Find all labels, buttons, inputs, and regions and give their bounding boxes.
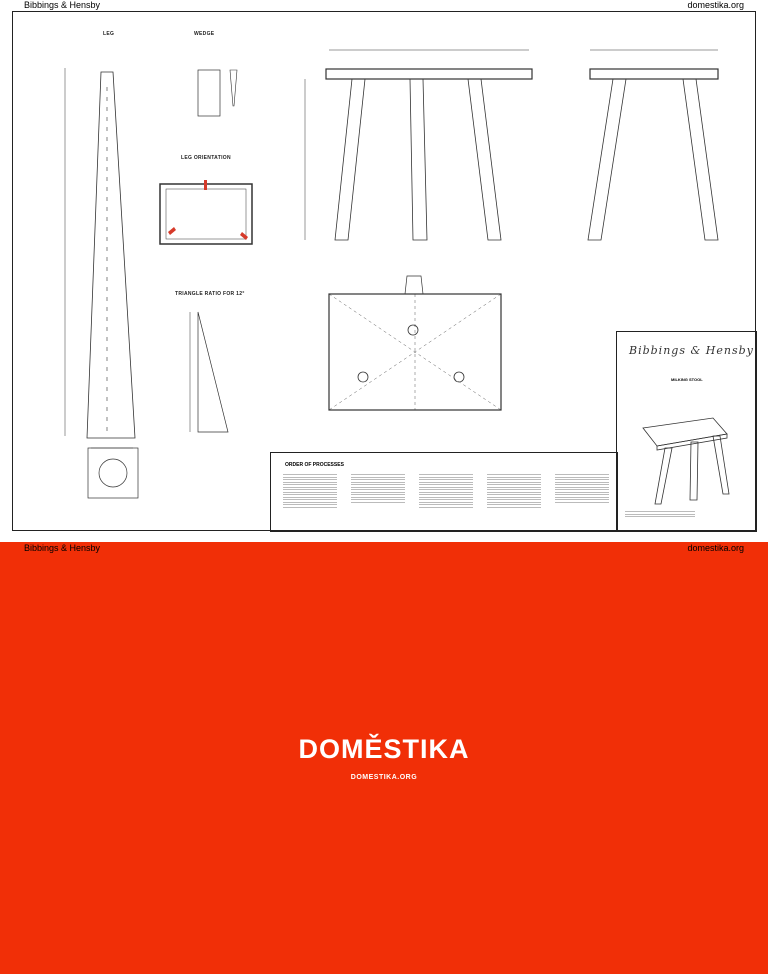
domestika-cover	[0, 542, 768, 974]
triangle-ratio-label: TRIANGLE RATIO FOR 12°	[175, 291, 245, 297]
order-of-processes-panel	[270, 452, 618, 532]
domestika-logo: DOMĚSTIKA	[298, 734, 470, 764]
header-site-link[interactable]: domestika.org	[687, 0, 744, 10]
process-column-1	[283, 473, 337, 528]
wedge-label: WEDGE	[194, 31, 215, 37]
header-author: Bibbings & Hensby	[24, 0, 101, 10]
process-column-3	[419, 473, 473, 528]
title-block-notes	[625, 510, 695, 519]
title-block	[616, 331, 757, 532]
leg-orientation-label: LEG ORIENTATION	[181, 155, 231, 161]
domestika-url[interactable]: DOMESTIKA.ORG	[350, 774, 418, 781]
stool-title: MILKING STOOL	[671, 377, 703, 382]
technical-drawing-sheet	[12, 11, 756, 531]
process-column-4	[487, 473, 541, 528]
footer-site-link[interactable]: domestika.org	[687, 543, 744, 553]
leg-label: LEG	[103, 31, 115, 37]
bottom-header	[0, 543, 768, 555]
stool-perspective-drawing	[617, 332, 758, 533]
process-column-5	[555, 473, 609, 528]
footer-author: Bibbings & Hensby	[24, 543, 101, 553]
order-of-processes-title: ORDER OF PROCESSES	[285, 462, 344, 468]
process-column-2	[351, 473, 405, 528]
signature: Bibbings & Hensby	[629, 344, 754, 357]
